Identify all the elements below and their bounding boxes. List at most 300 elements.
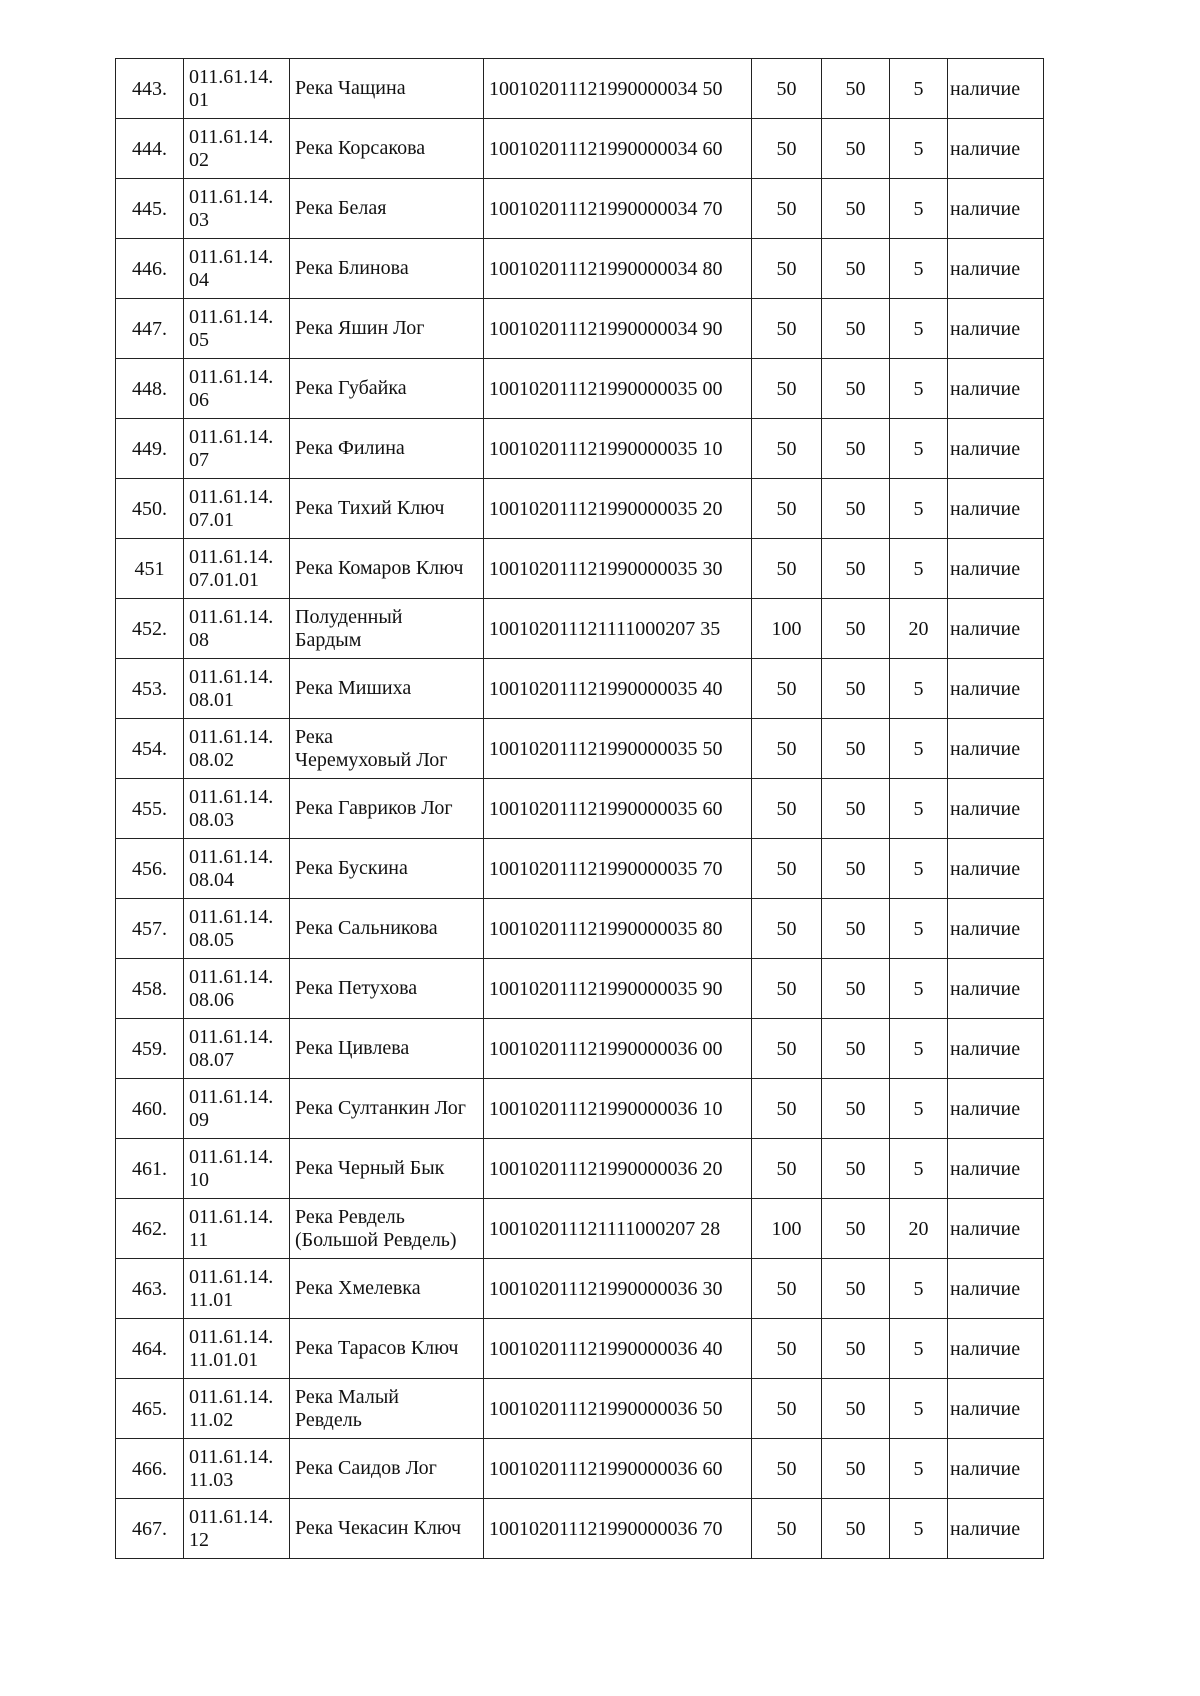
status-cell-text: наличие bbox=[950, 737, 1021, 760]
object-name-cell bbox=[290, 1079, 484, 1139]
value-c-cell bbox=[890, 1319, 948, 1379]
status-cell bbox=[948, 1259, 1044, 1319]
row-number-cell-text: 462. bbox=[132, 1217, 167, 1240]
registry-code-cell bbox=[484, 1079, 752, 1139]
value-a-cell bbox=[752, 599, 822, 659]
object-code-cell-text: 011.61.14. bbox=[189, 1145, 274, 1168]
value-c-cell-text: 5 bbox=[913, 137, 924, 160]
registry-code-cell bbox=[484, 1259, 752, 1319]
value-c-cell bbox=[890, 1079, 948, 1139]
registry-code-cell-text: 100102011121990000036 20 bbox=[489, 1157, 723, 1180]
value-b-cell-text: 50 bbox=[845, 977, 866, 1000]
object-code-cell bbox=[184, 719, 290, 779]
value-c-cell-text: 5 bbox=[913, 917, 924, 940]
table-row bbox=[116, 359, 1044, 419]
value-b-cell-text: 50 bbox=[845, 1397, 866, 1420]
object-code-cell bbox=[184, 239, 290, 299]
value-b-cell-text: 50 bbox=[845, 737, 866, 760]
status-cell-text: наличие bbox=[950, 557, 1021, 580]
row-number-cell bbox=[116, 59, 184, 119]
object-name-cell-text: Река Бускина bbox=[295, 857, 408, 879]
status-cell bbox=[948, 1319, 1044, 1379]
registry-code-cell-text: 100102011121990000035 90 bbox=[489, 977, 723, 1000]
status-cell-text: наличие bbox=[950, 437, 1021, 460]
value-c-cell-text: 5 bbox=[913, 1277, 924, 1300]
value-b-cell-text: 50 bbox=[845, 1097, 866, 1120]
row-number-cell bbox=[116, 359, 184, 419]
object-name-cell bbox=[290, 599, 484, 659]
registry-code-cell-text: 100102011121990000035 20 bbox=[489, 497, 723, 520]
value-b-cell bbox=[822, 419, 890, 479]
registry-code-cell-text: 100102011121990000035 00 bbox=[489, 377, 723, 400]
row-number-cell bbox=[116, 1079, 184, 1139]
status-cell-text: наличие bbox=[950, 1397, 1021, 1420]
table-row bbox=[116, 659, 1044, 719]
object-code-cell-text: 011.61.14. bbox=[189, 785, 274, 808]
value-a-cell-text: 50 bbox=[776, 857, 797, 880]
object-code-cell bbox=[184, 959, 290, 1019]
table-row bbox=[116, 959, 1044, 1019]
registry-code-cell bbox=[484, 719, 752, 779]
object-code-cell-text: 11 bbox=[189, 1228, 209, 1251]
object-code-cell bbox=[184, 839, 290, 899]
row-number-cell bbox=[116, 1019, 184, 1079]
object-name-cell-text: Полуденный bbox=[295, 605, 403, 628]
value-b-cell bbox=[822, 1199, 890, 1259]
object-name-cell-text: Река Петухова bbox=[295, 977, 418, 999]
table-row bbox=[116, 59, 1044, 119]
object-name-cell-text: Ревдель bbox=[295, 1408, 362, 1431]
registry-code-cell-text: 100102011121990000034 60 bbox=[489, 137, 723, 160]
registry-code-cell-text: 100102011121990000036 60 bbox=[489, 1457, 723, 1480]
registry-code-cell-text: 100102011121990000035 60 bbox=[489, 797, 723, 820]
object-name-cell bbox=[290, 1199, 484, 1259]
value-c-cell bbox=[890, 659, 948, 719]
registry-code-cell bbox=[484, 1319, 752, 1379]
value-a-cell-text: 50 bbox=[776, 1397, 797, 1420]
value-a-cell-text: 100 bbox=[771, 617, 802, 640]
value-a-cell bbox=[752, 1139, 822, 1199]
status-cell bbox=[948, 959, 1044, 1019]
object-code-cell bbox=[184, 1199, 290, 1259]
table-row bbox=[116, 299, 1044, 359]
object-code-cell-text: 08.01 bbox=[189, 688, 234, 711]
value-a-cell-text: 50 bbox=[776, 197, 797, 220]
row-number-cell-text: 460. bbox=[132, 1097, 167, 1120]
water-objects-table bbox=[115, 58, 1044, 1559]
table-row bbox=[116, 1499, 1044, 1559]
object-code-cell-text: 011.61.14. bbox=[189, 185, 274, 208]
row-number-cell bbox=[116, 299, 184, 359]
value-c-cell bbox=[890, 479, 948, 539]
value-b-cell bbox=[822, 179, 890, 239]
object-code-cell bbox=[184, 899, 290, 959]
status-cell bbox=[948, 299, 1044, 359]
object-code-cell-text: 011.61.14. bbox=[189, 725, 274, 748]
value-a-cell-text: 50 bbox=[776, 137, 797, 160]
object-name-cell bbox=[290, 479, 484, 539]
value-b-cell bbox=[822, 1439, 890, 1499]
object-name-cell-text: Река Саидов Лог bbox=[295, 1457, 437, 1479]
object-name-cell bbox=[290, 1259, 484, 1319]
value-c-cell-text: 20 bbox=[908, 617, 929, 640]
value-b-cell-text: 50 bbox=[845, 137, 866, 160]
value-a-cell-text: 50 bbox=[776, 797, 797, 820]
registry-code-cell-text: 100102011121990000035 40 bbox=[489, 677, 723, 700]
value-a-cell-text: 50 bbox=[776, 677, 797, 700]
row-number-cell-text: 467. bbox=[132, 1517, 167, 1540]
object-code-cell-text: 011.61.14. bbox=[189, 485, 274, 508]
value-c-cell bbox=[890, 1259, 948, 1319]
object-name-cell bbox=[290, 1439, 484, 1499]
row-number-cell-text: 450. bbox=[132, 497, 167, 520]
value-a-cell-text: 50 bbox=[776, 917, 797, 940]
object-code-cell bbox=[184, 1019, 290, 1079]
object-code-cell-text: 03 bbox=[189, 208, 209, 231]
row-number-cell bbox=[116, 239, 184, 299]
object-name-cell-text: Река Комаров Ключ bbox=[295, 557, 464, 579]
status-cell bbox=[948, 1499, 1044, 1559]
status-cell bbox=[948, 359, 1044, 419]
value-b-cell bbox=[822, 539, 890, 599]
row-number-cell-text: 449. bbox=[132, 437, 167, 460]
object-code-cell-text: 08 bbox=[189, 628, 209, 651]
row-number-cell-text: 464. bbox=[132, 1337, 167, 1360]
row-number-cell-text: 452. bbox=[132, 617, 167, 640]
value-a-cell-text: 50 bbox=[776, 1517, 797, 1540]
row-number-cell bbox=[116, 539, 184, 599]
row-number-cell-text: 465. bbox=[132, 1397, 167, 1420]
registry-code-cell bbox=[484, 179, 752, 239]
value-a-cell bbox=[752, 1199, 822, 1259]
object-name-cell-text: Река Мишиха bbox=[295, 677, 412, 699]
value-b-cell bbox=[822, 119, 890, 179]
status-cell-text: наличие bbox=[950, 257, 1021, 280]
registry-code-cell bbox=[484, 1439, 752, 1499]
object-code-cell-text: 011.61.14. bbox=[189, 1385, 274, 1408]
object-name-cell-text: Река Хмелевка bbox=[295, 1277, 421, 1299]
table-row bbox=[116, 419, 1044, 479]
value-b-cell bbox=[822, 1139, 890, 1199]
value-b-cell bbox=[822, 719, 890, 779]
value-a-cell bbox=[752, 539, 822, 599]
value-c-cell-text: 5 bbox=[913, 437, 924, 460]
value-c-cell bbox=[890, 179, 948, 239]
value-b-cell-text: 50 bbox=[845, 377, 866, 400]
row-number-cell bbox=[116, 899, 184, 959]
registry-code-cell bbox=[484, 539, 752, 599]
value-c-cell bbox=[890, 719, 948, 779]
value-c-cell-text: 5 bbox=[913, 1457, 924, 1480]
value-a-cell bbox=[752, 1079, 822, 1139]
value-c-cell-text: 5 bbox=[913, 1157, 924, 1180]
object-name-cell bbox=[290, 239, 484, 299]
registry-code-cell-text: 100102011121990000036 30 bbox=[489, 1277, 723, 1300]
value-a-cell bbox=[752, 119, 822, 179]
object-code-cell-text: 05 bbox=[189, 328, 209, 351]
status-cell-text: наличие bbox=[950, 677, 1021, 700]
object-name-cell-text: Река Белая bbox=[295, 197, 387, 219]
object-code-cell bbox=[184, 1079, 290, 1139]
object-code-cell-text: 06 bbox=[189, 388, 209, 411]
status-cell bbox=[948, 1079, 1044, 1139]
object-name-cell-text: (Большой Ревдель) bbox=[295, 1228, 457, 1251]
row-number-cell-text: 463. bbox=[132, 1277, 167, 1300]
value-a-cell bbox=[752, 1319, 822, 1379]
table-row bbox=[116, 719, 1044, 779]
table-row bbox=[116, 1199, 1044, 1259]
object-name-cell bbox=[290, 1319, 484, 1379]
value-b-cell bbox=[822, 239, 890, 299]
value-b-cell-text: 50 bbox=[845, 1157, 866, 1180]
row-number-cell-text: 458. bbox=[132, 977, 167, 1000]
object-name-cell bbox=[290, 419, 484, 479]
object-name-cell-text: Река Черный Бык bbox=[295, 1157, 445, 1179]
status-cell-text: наличие bbox=[950, 1337, 1021, 1360]
table-row bbox=[116, 1379, 1044, 1439]
table-row bbox=[116, 539, 1044, 599]
object-code-cell bbox=[184, 179, 290, 239]
object-code-cell-text: 07.01 bbox=[189, 508, 234, 531]
row-number-cell bbox=[116, 719, 184, 779]
value-b-cell bbox=[822, 1079, 890, 1139]
registry-code-cell-text: 100102011121111000207 35 bbox=[489, 617, 721, 640]
object-code-cell bbox=[184, 419, 290, 479]
object-name-cell-text: Река Губайка bbox=[295, 377, 407, 399]
row-number-cell bbox=[116, 599, 184, 659]
table-row bbox=[116, 899, 1044, 959]
object-code-cell-text: 07 bbox=[189, 448, 209, 471]
value-a-cell-text: 50 bbox=[776, 437, 797, 460]
value-c-cell-text: 5 bbox=[913, 1037, 924, 1060]
value-c-cell bbox=[890, 299, 948, 359]
value-b-cell-text: 50 bbox=[845, 677, 866, 700]
value-a-cell bbox=[752, 59, 822, 119]
object-name-cell bbox=[290, 1379, 484, 1439]
status-cell bbox=[948, 419, 1044, 479]
value-c-cell-text: 5 bbox=[913, 557, 924, 580]
registry-code-cell-text: 100102011121111000207 28 bbox=[489, 1217, 721, 1240]
object-name-cell-text: Река Блинова bbox=[295, 257, 409, 279]
row-number-cell bbox=[116, 1379, 184, 1439]
value-c-cell bbox=[890, 59, 948, 119]
status-cell-text: наличие bbox=[950, 137, 1021, 160]
object-code-cell-text: 09 bbox=[189, 1108, 209, 1131]
object-name-cell bbox=[290, 1019, 484, 1079]
value-b-cell bbox=[822, 959, 890, 1019]
value-b-cell bbox=[822, 899, 890, 959]
row-number-cell-text: 451 bbox=[134, 557, 165, 580]
object-name-cell-text: Река Тарасов Ключ bbox=[295, 1337, 459, 1359]
value-c-cell bbox=[890, 839, 948, 899]
status-cell bbox=[948, 839, 1044, 899]
registry-code-cell bbox=[484, 119, 752, 179]
object-name-cell bbox=[290, 839, 484, 899]
value-b-cell bbox=[822, 1499, 890, 1559]
object-code-cell-text: 011.61.14. bbox=[189, 1085, 274, 1108]
object-code-cell-text: 08.07 bbox=[189, 1048, 234, 1071]
object-code-cell-text: 011.61.14. bbox=[189, 1325, 274, 1348]
row-number-cell-text: 466. bbox=[132, 1457, 167, 1480]
value-a-cell bbox=[752, 1379, 822, 1439]
object-name-cell-text: Река Яшин Лог bbox=[295, 317, 425, 339]
object-name-cell-text: Река Чекасин Ключ bbox=[295, 1517, 462, 1539]
object-name-cell-text: Река Корсакова bbox=[295, 137, 426, 159]
object-code-cell-text: 08.06 bbox=[189, 988, 234, 1011]
status-cell bbox=[948, 659, 1044, 719]
registry-code-cell bbox=[484, 839, 752, 899]
object-name-cell-text: Река Тихий Ключ bbox=[295, 497, 445, 519]
registry-code-cell bbox=[484, 1199, 752, 1259]
object-name-cell-text: Бардым bbox=[295, 628, 362, 651]
value-a-cell-text: 50 bbox=[776, 497, 797, 520]
registry-code-cell-text: 100102011121990000036 10 bbox=[489, 1097, 723, 1120]
value-a-cell-text: 100 bbox=[771, 1217, 802, 1240]
object-code-cell-text: 12 bbox=[189, 1528, 209, 1551]
status-cell bbox=[948, 59, 1044, 119]
value-c-cell-text: 5 bbox=[913, 497, 924, 520]
row-number-cell bbox=[116, 1439, 184, 1499]
row-number-cell bbox=[116, 1259, 184, 1319]
row-number-cell bbox=[116, 1199, 184, 1259]
status-cell-text: наличие bbox=[950, 917, 1021, 940]
row-number-cell bbox=[116, 659, 184, 719]
object-code-cell bbox=[184, 539, 290, 599]
object-code-cell-text: 011.61.14. bbox=[189, 1445, 274, 1468]
registry-code-cell bbox=[484, 1019, 752, 1079]
value-c-cell-text: 5 bbox=[913, 77, 924, 100]
object-code-cell-text: 01 bbox=[189, 88, 209, 111]
registry-code-cell-text: 100102011121990000034 50 bbox=[489, 77, 723, 100]
value-b-cell-text: 50 bbox=[845, 257, 866, 280]
object-name-cell bbox=[290, 959, 484, 1019]
object-code-cell-text: 08.05 bbox=[189, 928, 234, 951]
value-c-cell bbox=[890, 1199, 948, 1259]
registry-code-cell-text: 100102011121990000036 50 bbox=[489, 1397, 723, 1420]
object-name-cell bbox=[290, 119, 484, 179]
status-cell-text: наличие bbox=[950, 1097, 1021, 1120]
value-c-cell-text: 5 bbox=[913, 257, 924, 280]
value-b-cell bbox=[822, 479, 890, 539]
object-name-cell bbox=[290, 299, 484, 359]
status-cell bbox=[948, 1379, 1044, 1439]
value-b-cell-text: 50 bbox=[845, 437, 866, 460]
status-cell-text: наличие bbox=[950, 977, 1021, 1000]
registry-code-cell-text: 100102011121990000035 80 bbox=[489, 917, 723, 940]
object-code-cell-text: 011.61.14. bbox=[189, 65, 274, 88]
registry-code-cell-text: 100102011121990000034 90 bbox=[489, 317, 723, 340]
table-row bbox=[116, 839, 1044, 899]
object-code-cell bbox=[184, 1379, 290, 1439]
status-cell bbox=[948, 239, 1044, 299]
object-code-cell-text: 011.61.14. bbox=[189, 425, 274, 448]
registry-code-cell-text: 100102011121990000034 80 bbox=[489, 257, 723, 280]
registry-code-cell-text: 100102011121990000036 00 bbox=[489, 1037, 723, 1060]
object-code-cell-text: 011.61.14. bbox=[189, 1265, 274, 1288]
object-name-cell bbox=[290, 539, 484, 599]
registry-code-cell bbox=[484, 299, 752, 359]
value-b-cell-text: 50 bbox=[845, 857, 866, 880]
registry-code-cell bbox=[484, 779, 752, 839]
status-cell-text: наличие bbox=[950, 857, 1021, 880]
value-c-cell-text: 5 bbox=[913, 317, 924, 340]
value-b-cell bbox=[822, 359, 890, 419]
value-c-cell bbox=[890, 959, 948, 1019]
object-code-cell bbox=[184, 599, 290, 659]
object-code-cell-text: 011.61.14. bbox=[189, 125, 274, 148]
status-cell-text: наличие bbox=[950, 197, 1021, 220]
table-row bbox=[116, 239, 1044, 299]
value-a-cell bbox=[752, 719, 822, 779]
object-code-cell bbox=[184, 59, 290, 119]
registry-code-cell-text: 100102011121990000035 70 bbox=[489, 857, 723, 880]
row-number-cell-text: 461. bbox=[132, 1157, 167, 1180]
table-row bbox=[116, 179, 1044, 239]
value-b-cell-text: 50 bbox=[845, 1217, 866, 1240]
value-b-cell bbox=[822, 59, 890, 119]
object-code-cell-text: 011.61.14. bbox=[189, 545, 274, 568]
registry-code-cell bbox=[484, 419, 752, 479]
object-code-cell bbox=[184, 659, 290, 719]
table-body bbox=[116, 59, 1044, 1559]
value-c-cell-text: 5 bbox=[913, 1097, 924, 1120]
object-code-cell-text: 11.01 bbox=[189, 1288, 234, 1311]
value-b-cell-text: 50 bbox=[845, 317, 866, 340]
registry-code-cell bbox=[484, 959, 752, 1019]
registry-code-cell-text: 100102011121990000036 40 bbox=[489, 1337, 723, 1360]
status-cell-text: наличие bbox=[950, 377, 1021, 400]
status-cell-text: наличие bbox=[950, 1217, 1021, 1240]
status-cell-text: наличие bbox=[950, 1157, 1021, 1180]
status-cell-text: наличие bbox=[950, 1277, 1021, 1300]
value-b-cell-text: 50 bbox=[845, 797, 866, 820]
value-c-cell-text: 5 bbox=[913, 1397, 924, 1420]
value-c-cell bbox=[890, 1439, 948, 1499]
value-b-cell-text: 50 bbox=[845, 197, 866, 220]
object-name-cell-text: Река bbox=[295, 725, 334, 748]
value-c-cell bbox=[890, 419, 948, 479]
status-cell-text: наличие bbox=[950, 1037, 1021, 1060]
value-b-cell-text: 50 bbox=[845, 1277, 866, 1300]
status-cell-text: наличие bbox=[950, 1517, 1021, 1540]
value-b-cell bbox=[822, 839, 890, 899]
value-a-cell bbox=[752, 1439, 822, 1499]
row-number-cell bbox=[116, 959, 184, 1019]
object-name-cell-text: Река Ревдель bbox=[295, 1205, 405, 1228]
value-a-cell bbox=[752, 479, 822, 539]
status-cell bbox=[948, 719, 1044, 779]
object-code-cell-text: 10 bbox=[189, 1168, 209, 1191]
object-code-cell-text: 011.61.14. bbox=[189, 305, 274, 328]
object-code-cell bbox=[184, 119, 290, 179]
value-b-cell-text: 50 bbox=[845, 1457, 866, 1480]
value-a-cell-text: 50 bbox=[776, 1037, 797, 1060]
value-c-cell-text: 5 bbox=[913, 1517, 924, 1540]
object-code-cell-text: 011.61.14. bbox=[189, 665, 274, 688]
object-name-cell bbox=[290, 1499, 484, 1559]
object-code-cell-text: 011.61.14. bbox=[189, 1205, 274, 1228]
object-name-cell bbox=[290, 359, 484, 419]
value-a-cell bbox=[752, 899, 822, 959]
value-a-cell-text: 50 bbox=[776, 77, 797, 100]
value-c-cell bbox=[890, 539, 948, 599]
value-a-cell bbox=[752, 779, 822, 839]
value-b-cell bbox=[822, 299, 890, 359]
value-c-cell bbox=[890, 899, 948, 959]
value-b-cell-text: 50 bbox=[845, 497, 866, 520]
registry-code-cell-text: 100102011121990000035 30 bbox=[489, 557, 723, 580]
value-b-cell-text: 50 bbox=[845, 1337, 866, 1360]
